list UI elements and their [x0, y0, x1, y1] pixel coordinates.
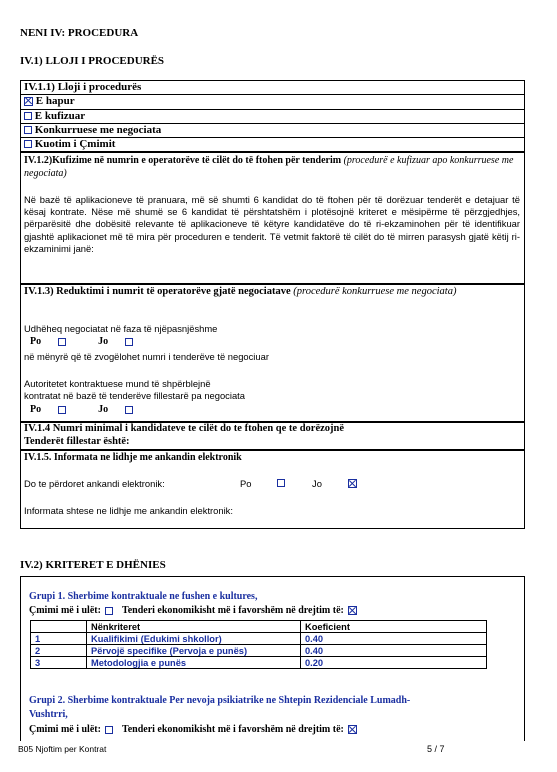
group-1-method: Çmimi më i ulët: Tenderi ekonomikisht më i favorshëm në drejtim të:: [29, 605, 357, 616]
e-auction-jo-label: Jo: [312, 478, 322, 489]
checkbox-icon[interactable]: [58, 338, 66, 346]
footer-form-name: B05 Njoftim per Kontrat: [18, 744, 107, 754]
checkbox-icon[interactable]: [105, 607, 113, 615]
checkbox-icon[interactable]: [125, 406, 133, 414]
operator-limit-body: Në bazë të aplikacioneve të pranuara, më së shumti 6 kandidat do të ftohen për të dorëzuar tenderët e detajuar të kësaj kontrate. Nëse më shumë se 6 kandidat të përshtatshëm i plotësojnë kriteret e mësipërme të përzgjedhjes, përparësitë dhe dobësitë relevante të aplikacioneve të këtyre kandidatëve do të ri-ekzaminohen për të identifikuar gjashtë aplikacionet më të mira për proceduren e tenderit. Të vetmit faktorë të cilët do të mirren parasysh gjatë këtij ri-ekzaminimi janë:: [24, 194, 520, 254]
table-row: 1 Kualifikimi (Edukimi shkollor) 0.40: [31, 633, 487, 645]
checked-checkbox-icon[interactable]: [348, 725, 357, 734]
e-auction-info-label: Informata shtese ne lidhje me ankandin elektronik:: [24, 505, 233, 516]
e-auction-question: Do te përdoret ankandi elektronik:: [24, 478, 165, 489]
e-auction-po-label: Po: [240, 478, 252, 489]
option-price-quotation[interactable]: Kuotim i Çmimit: [24, 138, 115, 150]
award-without-negotiation-options: Po Jo: [30, 404, 133, 415]
phased-negotiation-label-2: në mënyrë që të zvogëlohet numri i tenderëve të negociuar: [24, 351, 269, 362]
table-row: 2 Përvojë specifike (Pervoja e punës) 0.40: [31, 645, 487, 657]
negotiation-reduction-heading: IV.1.3) Reduktimi i numrit të operatorëve gjatë negociatave (procedurë konkurruese me negociata): [24, 286, 457, 297]
subsection-title-procedure-type: IV.1) LLOJI I PROCEDURËS: [20, 55, 165, 67]
checkbox-icon[interactable]: [24, 140, 32, 148]
procedure-type-title: IV.1.1) Lloji i procedurës: [24, 81, 142, 93]
group-1-title: Grupi 1. Sherbime kontraktuale ne fushen e kultures,: [29, 591, 258, 602]
checked-checkbox-icon[interactable]: [348, 606, 357, 615]
group-2-method: Çmimi më i ulët: Tenderi ekonomikisht më i favorshëm në drejtim të:: [29, 724, 357, 735]
checked-checkbox-icon[interactable]: [348, 479, 357, 488]
operator-limit-heading: IV.1.2)Kufizime në numrin e operatorëve të cilët do të ftohen për tenderim (procedurë e kufizuar apo konkurruese me negociata): [24, 155, 514, 179]
option-restricted[interactable]: E kufizuar: [24, 110, 85, 122]
phased-negotiation-options: Po Jo: [30, 336, 133, 347]
checkbox-icon[interactable]: [105, 726, 113, 734]
checkbox-icon[interactable]: [58, 406, 66, 414]
criteria-table: [30, 620, 487, 669]
group-2-title: Grupi 2. Sherbime kontraktuale Per nevoja psikiatrike ne Shtepin Rezidenciale Lumadh- Vushtrri,: [29, 695, 411, 720]
table-row: 3 Metodologjia e punës 0.20: [31, 657, 487, 669]
checkbox-icon[interactable]: [24, 112, 32, 120]
section-title: NENI IV: PROCEDURA: [20, 27, 139, 39]
footer-page-number: 5 / 7: [427, 744, 445, 754]
checkbox-icon[interactable]: [277, 479, 285, 487]
checkbox-icon[interactable]: [24, 126, 32, 134]
option-competitive-negotiation[interactable]: Konkurruese me negociata: [24, 124, 161, 136]
table-header-row: [31, 621, 487, 633]
subsection-title-award-criteria: IV.2) KRITERET E DHËNIES: [20, 559, 166, 571]
e-auction-heading: IV.1.5. Informata ne lidhje me ankandin elektronik: [24, 452, 242, 463]
header-coefficient: Koeficient: [301, 621, 487, 633]
header-subcriteria: Nënkriteret: [87, 621, 301, 633]
award-without-negotiation-label: Autoritetet kontraktuese mund të shpërblejnë: [24, 378, 211, 389]
checked-checkbox-icon[interactable]: [24, 97, 33, 106]
phased-negotiation-label: Udhëheq negociatat në faza të njëpasnjëshme: [24, 323, 218, 334]
option-open[interactable]: E hapur: [24, 95, 75, 107]
award-without-negotiation-label-2: kontratat në bazë të tenderëve fillestarë pa negociata: [24, 390, 245, 401]
min-candidates-heading: IV.1.4 Numri minimal i kandidateve te cilët do te ftohen qe te dorëzojnë Tenderët fillestar është:: [24, 423, 345, 447]
checkbox-icon[interactable]: [125, 338, 133, 346]
